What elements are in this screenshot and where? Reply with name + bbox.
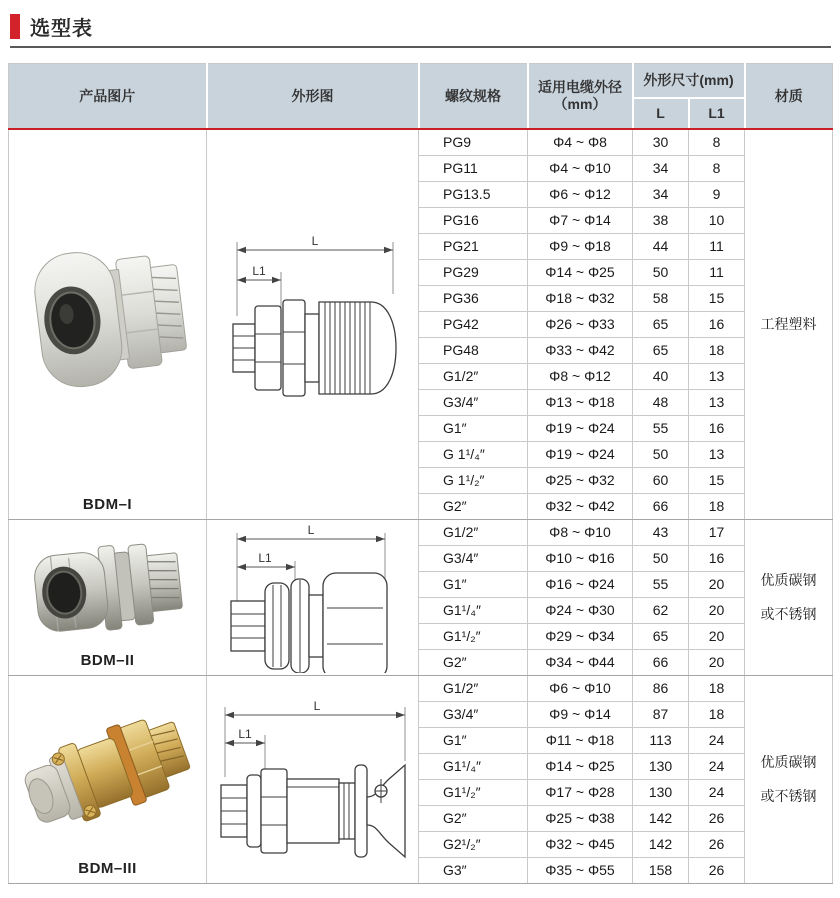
spec-cell: G2″ xyxy=(419,649,528,675)
spec-cell: PG13.5 xyxy=(419,181,528,207)
spec-cell: PG42 xyxy=(419,311,528,337)
dim-l-cell: 60 xyxy=(633,467,689,493)
spec-cell: PG21 xyxy=(419,233,528,259)
cable-od-cell: Φ10 ~ Φ16 xyxy=(528,545,633,571)
dim-l1-cell: 24 xyxy=(689,779,745,805)
dim-l-cell: 66 xyxy=(633,649,689,675)
header-thread-spec: 螺纹规格 xyxy=(419,64,528,129)
table-header xyxy=(9,64,833,129)
spec-cell: G2¹/₂″ xyxy=(419,831,528,857)
dimension-label-l: L xyxy=(311,234,319,248)
dim-l-cell: 87 xyxy=(633,701,689,727)
cable-od-cell: Φ19 ~ Φ24 xyxy=(528,441,633,467)
material-cell xyxy=(745,129,833,520)
spec-cell: PG9 xyxy=(419,129,528,156)
dim-l-cell: 65 xyxy=(633,337,689,363)
dim-l1-cell: 17 xyxy=(689,519,745,545)
dim-l-cell: 30 xyxy=(633,129,689,156)
material-text: 或不锈钢 xyxy=(760,606,817,622)
dim-l1-cell: 20 xyxy=(689,597,745,623)
outline-drawing xyxy=(207,228,419,420)
dim-l1-cell: 11 xyxy=(689,233,745,259)
spec-cell: G3/4″ xyxy=(419,389,528,415)
dim-l1-cell: 16 xyxy=(689,545,745,571)
cable-od-cell: Φ6 ~ Φ12 xyxy=(528,181,633,207)
cable-od-cell: Φ33 ~ Φ42 xyxy=(528,337,633,363)
model-label: BDM–III xyxy=(78,859,137,877)
cable-od-cell: Φ8 ~ Φ10 xyxy=(528,519,633,545)
cable-od-cell: Φ4 ~ Φ10 xyxy=(528,155,633,181)
dim-l1-cell: 20 xyxy=(689,649,745,675)
header-dimensions: 外形尺寸(mm) xyxy=(633,64,745,98)
dim-l1-cell: 24 xyxy=(689,753,745,779)
dim-l1-cell: 18 xyxy=(689,493,745,519)
spec-cell: G3″ xyxy=(419,857,528,883)
cable-od-cell: Φ32 ~ Φ42 xyxy=(528,493,633,519)
spec-cell: G2″ xyxy=(419,805,528,831)
outline-drawing-cell xyxy=(207,129,419,520)
dim-l-cell: 50 xyxy=(633,441,689,467)
cable-od-cell: Φ29 ~ Φ34 xyxy=(528,623,633,649)
cable-od-cell: Φ16 ~ Φ24 xyxy=(528,571,633,597)
dimension-label-l1: L1 xyxy=(258,551,272,565)
model-label: BDM–I xyxy=(82,495,133,513)
selection-table xyxy=(8,63,833,884)
spec-cell: G1/2″ xyxy=(419,363,528,389)
dim-l-cell: 66 xyxy=(633,493,689,519)
cable-od-cell: Φ13 ~ Φ18 xyxy=(528,389,633,415)
cable-gland-photo xyxy=(24,532,192,644)
page-title: 选型表 xyxy=(30,18,93,40)
dim-l1-cell: 15 xyxy=(689,285,745,311)
dimension-label-l1: L1 xyxy=(252,264,266,278)
dim-l-cell: 34 xyxy=(633,155,689,181)
spec-cell: G 1¹/₄″ xyxy=(419,441,528,467)
cable-od-cell: Φ19 ~ Φ24 xyxy=(528,415,633,441)
product-photo-cell xyxy=(9,675,207,883)
dim-l1-cell: 26 xyxy=(689,831,745,857)
cable-od-cell: Φ18 ~ Φ32 xyxy=(528,285,633,311)
spec-cell: G2″ xyxy=(419,493,528,519)
header-cable-od xyxy=(528,64,633,129)
dim-l-cell: 40 xyxy=(633,363,689,389)
spec-cell: PG48 xyxy=(419,337,528,363)
dim-l-cell: 50 xyxy=(633,545,689,571)
dim-l1-cell: 8 xyxy=(689,129,745,156)
header-material: 材质 xyxy=(745,64,833,129)
model-label: BDM–II xyxy=(80,651,135,669)
material-cell xyxy=(745,675,833,883)
cable-od-cell: Φ17 ~ Φ28 xyxy=(528,779,633,805)
dim-l-cell: 34 xyxy=(633,181,689,207)
dim-l1-cell: 9 xyxy=(689,181,745,207)
spec-cell: PG16 xyxy=(419,207,528,233)
product-photo-cell xyxy=(9,129,207,520)
header-product-image: 产品图片 xyxy=(9,64,207,129)
dim-l-cell: 86 xyxy=(633,675,689,701)
spec-cell: G1″ xyxy=(419,415,528,441)
spec-cell: G 1¹/₂″ xyxy=(419,467,528,493)
cable-od-cell: Φ11 ~ Φ18 xyxy=(528,727,633,753)
dimension-label-l: L xyxy=(313,699,321,713)
cable-od-cell: Φ34 ~ Φ44 xyxy=(528,649,633,675)
spec-cell: G1¹/₄″ xyxy=(419,597,528,623)
dim-l-cell: 113 xyxy=(633,727,689,753)
dim-l-cell: 142 xyxy=(633,805,689,831)
dim-l1-cell: 13 xyxy=(689,441,745,467)
header-cable-od-line2: （mm） xyxy=(553,95,607,112)
header-dim-l: L xyxy=(633,98,689,129)
dimension-label-l1: L1 xyxy=(238,727,252,741)
cable-od-cell: Φ25 ~ Φ32 xyxy=(528,467,633,493)
material-cell xyxy=(745,519,833,675)
header-outline: 外形图 xyxy=(207,64,419,129)
cable-od-cell: Φ24 ~ Φ30 xyxy=(528,597,633,623)
spec-cell: G1″ xyxy=(419,727,528,753)
header-dim-l1: L1 xyxy=(689,98,745,129)
cable-od-cell: Φ7 ~ Φ14 xyxy=(528,207,633,233)
dim-l1-cell: 16 xyxy=(689,311,745,337)
dim-l-cell: 130 xyxy=(633,753,689,779)
dim-l-cell: 65 xyxy=(633,311,689,337)
dim-l1-cell: 18 xyxy=(689,337,745,363)
dim-l-cell: 58 xyxy=(633,285,689,311)
outline-drawing-cell xyxy=(207,519,419,675)
product-photo-cell xyxy=(9,519,207,675)
spec-cell: G1/2″ xyxy=(419,519,528,545)
dim-l1-cell: 11 xyxy=(689,259,745,285)
spec-cell: G3/4″ xyxy=(419,701,528,727)
dim-l-cell: 62 xyxy=(633,597,689,623)
cable-gland-photo xyxy=(20,691,195,849)
dim-l-cell: 38 xyxy=(633,207,689,233)
dim-l1-cell: 26 xyxy=(689,805,745,831)
outline-drawing xyxy=(207,521,419,673)
title-rule xyxy=(10,46,831,48)
dim-l-cell: 158 xyxy=(633,857,689,883)
cable-od-cell: Φ35 ~ Φ55 xyxy=(528,857,633,883)
dimension-label-l: L xyxy=(307,523,315,537)
dim-l1-cell: 26 xyxy=(689,857,745,883)
dim-l1-cell: 18 xyxy=(689,675,745,701)
spec-cell: G1″ xyxy=(419,571,528,597)
dim-l1-cell: 8 xyxy=(689,155,745,181)
dim-l-cell: 65 xyxy=(633,623,689,649)
spec-cell: G1¹/₂″ xyxy=(419,779,528,805)
material-text: 或不锈钢 xyxy=(760,788,817,804)
dim-l-cell: 142 xyxy=(633,831,689,857)
cable-od-cell: Φ32 ~ Φ45 xyxy=(528,831,633,857)
spec-cell: G3/4″ xyxy=(419,545,528,571)
header-cable-od-line1: 适用电缆外径 xyxy=(538,78,622,95)
spec-cell: G1¹/₂″ xyxy=(419,623,528,649)
cable-od-cell: Φ6 ~ Φ10 xyxy=(528,675,633,701)
cable-gland-photo xyxy=(22,213,194,417)
dim-l-cell: 43 xyxy=(633,519,689,545)
dim-l-cell: 48 xyxy=(633,389,689,415)
spec-cell: PG11 xyxy=(419,155,528,181)
group-bdm-1 xyxy=(9,129,833,520)
cable-od-cell: Φ9 ~ Φ14 xyxy=(528,701,633,727)
spec-cell: PG36 xyxy=(419,285,528,311)
page-header xyxy=(0,0,840,41)
group-bdm-3 xyxy=(9,675,833,883)
cable-od-cell: Φ8 ~ Φ12 xyxy=(528,363,633,389)
dim-l-cell: 130 xyxy=(633,779,689,805)
dim-l1-cell: 20 xyxy=(689,623,745,649)
material-text: 优质碳钢 xyxy=(760,572,817,588)
outline-drawing-cell xyxy=(207,675,419,883)
material-text: 优质碳钢 xyxy=(760,754,817,770)
dim-l1-cell: 13 xyxy=(689,389,745,415)
dim-l1-cell: 10 xyxy=(689,207,745,233)
dim-l1-cell: 13 xyxy=(689,363,745,389)
dim-l1-cell: 24 xyxy=(689,727,745,753)
dim-l1-cell: 15 xyxy=(689,467,745,493)
dim-l-cell: 55 xyxy=(633,571,689,597)
material-text: 工程塑料 xyxy=(760,316,817,332)
outline-drawing xyxy=(207,691,419,867)
dim-l-cell: 50 xyxy=(633,259,689,285)
cable-od-cell: Φ14 ~ Φ25 xyxy=(528,259,633,285)
spec-cell: G1¹/₄″ xyxy=(419,753,528,779)
dim-l1-cell: 18 xyxy=(689,701,745,727)
title-accent-bar xyxy=(10,14,20,39)
group-bdm-2 xyxy=(9,519,833,675)
cable-od-cell: Φ25 ~ Φ38 xyxy=(528,805,633,831)
dim-l-cell: 44 xyxy=(633,233,689,259)
dim-l-cell: 55 xyxy=(633,415,689,441)
cable-od-cell: Φ4 ~ Φ8 xyxy=(528,129,633,156)
spec-cell: PG29 xyxy=(419,259,528,285)
dim-l1-cell: 16 xyxy=(689,415,745,441)
dim-l1-cell: 20 xyxy=(689,571,745,597)
cable-od-cell: Φ9 ~ Φ18 xyxy=(528,233,633,259)
cable-od-cell: Φ26 ~ Φ33 xyxy=(528,311,633,337)
spec-cell: G1/2″ xyxy=(419,675,528,701)
cable-od-cell: Φ14 ~ Φ25 xyxy=(528,753,633,779)
